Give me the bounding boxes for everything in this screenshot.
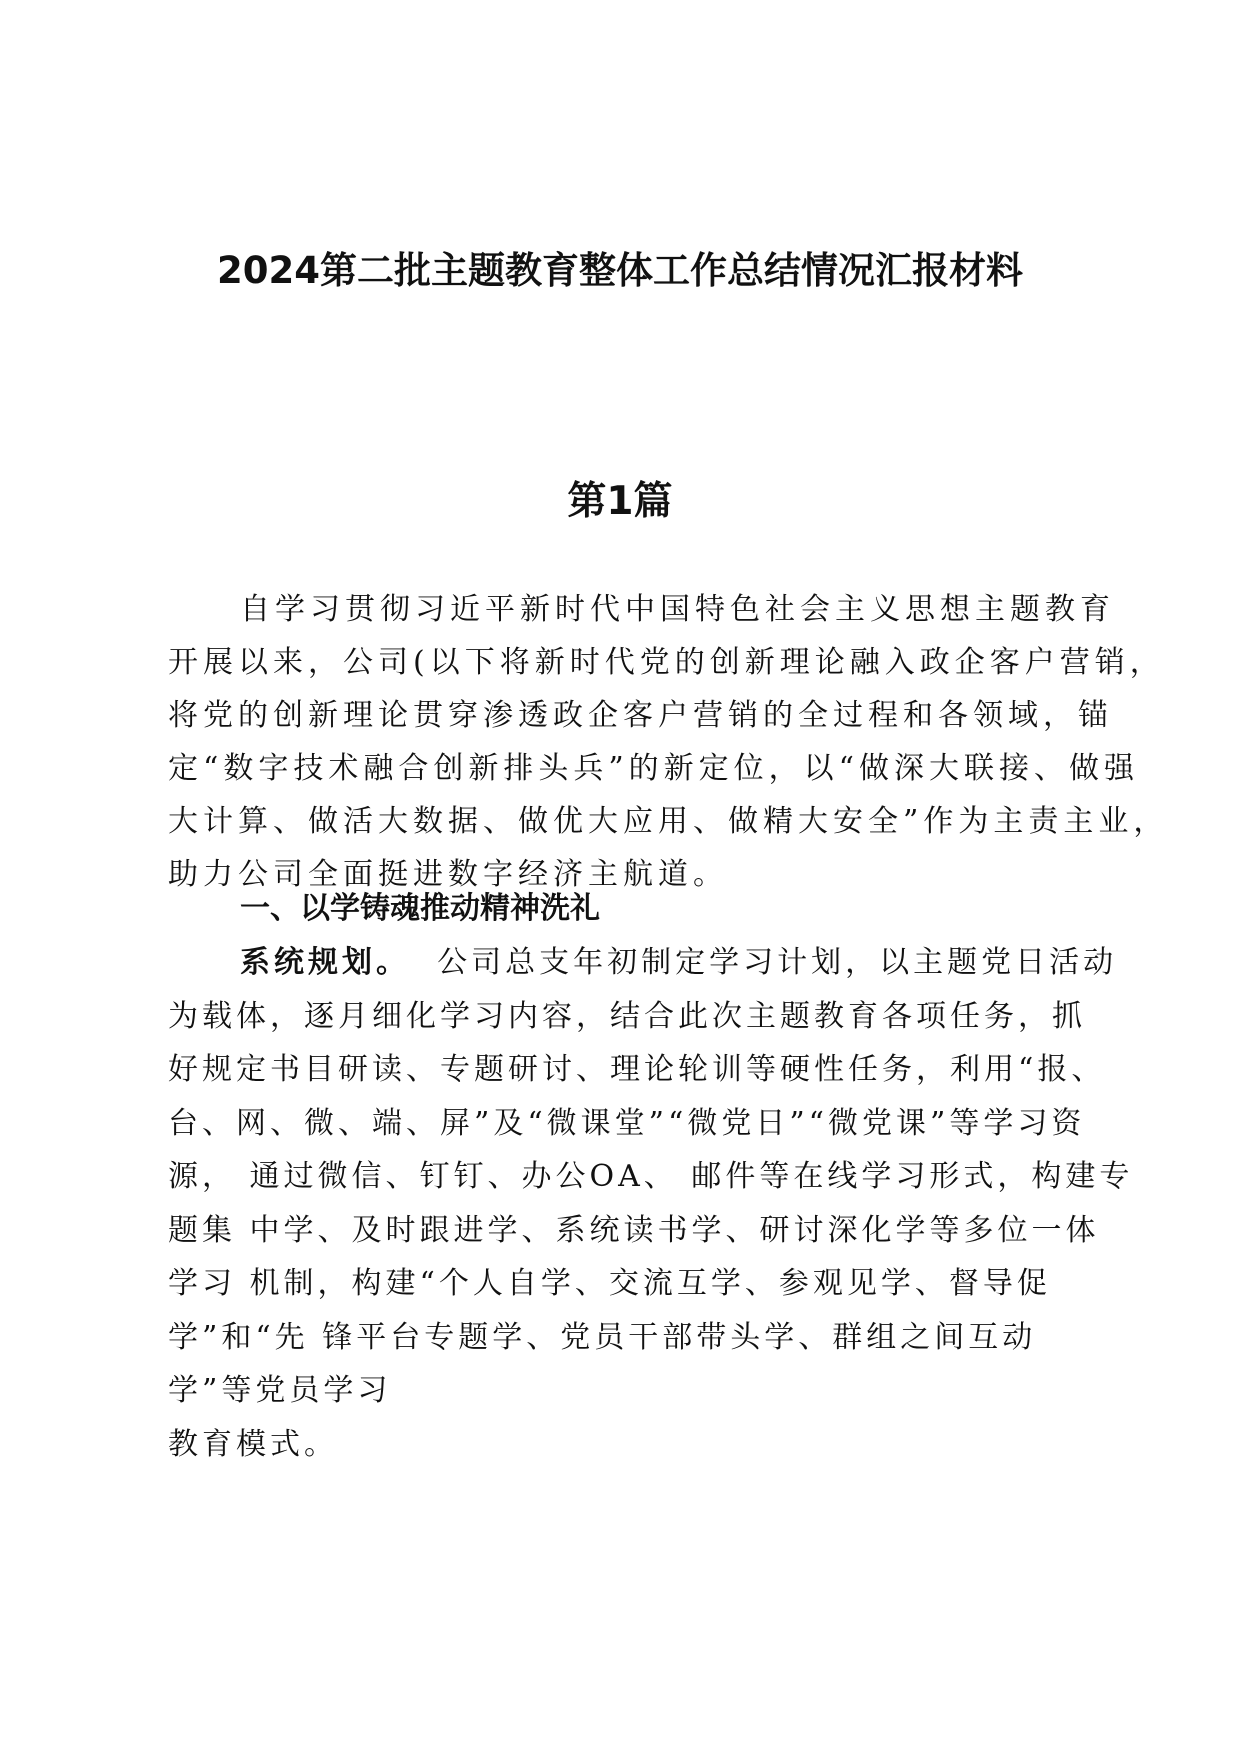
section-paragraph xyxy=(168,936,1134,1471)
paragraph-line: 教育模式。 xyxy=(168,1426,338,1462)
paragraph-line-text: 公司总支年初制定学习计划，以主题党日活动 xyxy=(437,945,1118,980)
paragraph-line: 好规定书目研读、专题研讨、理论轮训等硬性任务，利用“报、 xyxy=(168,1052,1106,1087)
paragraph-line: 开展以来，公司(以下将新时代党的创新理论融入政企客户营销， xyxy=(168,645,1165,680)
paragraph-line: 定“数字技术融合创新排头兵”的新定位，以“做深大联接、做强 xyxy=(168,751,1140,786)
paragraph-line: 台、网、微、端、屏”及“微课堂”“微党日”“微党课”等学习资 xyxy=(168,1105,1086,1141)
paragraph-line: 学习 机制，构建“个人自学、交流互学、参观见学、督导促 xyxy=(168,1266,1051,1301)
paragraph-line: 学”和“先 锋平台专题学、党员干部带头学、群组之间互动 xyxy=(168,1319,1037,1355)
document-title: 2024第二批主题教育整体工作总结情况汇报材料 xyxy=(217,249,1023,292)
paragraph-line: 自学习贯彻习近平新时代中国特色社会主义思想主题教育 xyxy=(240,592,1115,627)
chapter-title: 第1篇 xyxy=(567,479,673,524)
section-heading: 一、以学铸魂推动精神洗礼 xyxy=(240,891,600,926)
paragraph-line: 源， 通过微信、钉钉、办公OA、 邮件等在线学习形式，构建专 xyxy=(168,1159,1134,1194)
paragraph-lead-phrase: 系统规划。 xyxy=(240,945,410,980)
paragraph-line: 大计算、做活大数据、做优大应用、做精大安全”作为主责主业， xyxy=(168,804,1169,839)
paragraph-line: 助力公司全面挺进数字经济主航道。 xyxy=(168,857,728,892)
paragraph-line: 题集 中学、及时跟进学、系统读书学、研讨深化学等多位一体 xyxy=(168,1212,1100,1248)
paragraph-line: 学”等党员学习 xyxy=(168,1373,392,1408)
paragraph-line xyxy=(168,936,1128,990)
paragraph-line: 为载体，逐月细化学习内容，结合此次主题教育各项任务，抓 xyxy=(168,998,1086,1034)
intro-paragraph xyxy=(168,583,1169,901)
paragraph-line: 将党的创新理论贯穿渗透政企客户营销的全过程和各领域，锚 xyxy=(168,698,1113,733)
